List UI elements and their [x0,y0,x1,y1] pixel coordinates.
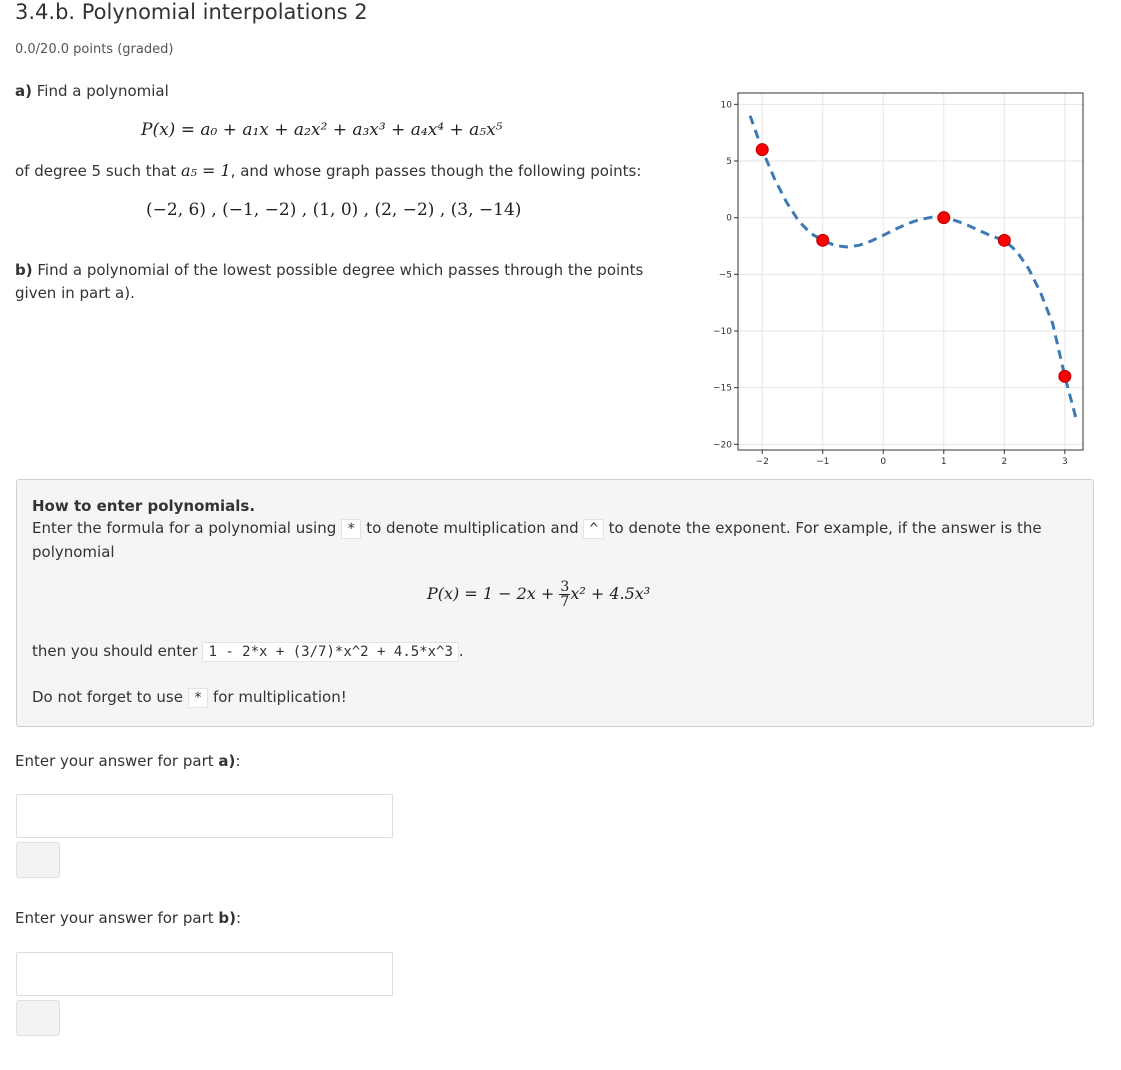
x-tick-label: −2 [755,457,769,467]
part-b-line2: given in part a). [15,284,135,302]
plot-points [756,144,1071,383]
answer-a-submit-button[interactable] [16,842,60,878]
fraction-denominator: 7 [560,594,570,610]
condition-suffix: , and whose graph passes though the following points: [230,162,642,180]
data-point [1059,370,1071,382]
answer-b-part-label: b) [218,909,236,927]
answer-b-input[interactable] [16,952,393,996]
answer-a-part-label: a) [218,752,236,770]
exp-symbol: ^ [583,519,603,539]
polynomial-formula: P(x) = a₀ + a₁x + a₂x² + a₃x³ + a₄x⁴ + a₅x⁵ [141,120,503,140]
part-b-line1 [15,261,643,279]
interpolation-plot [704,90,1088,472]
y-tick-label: −20 [713,440,732,451]
answer-b-submit-button[interactable] [16,1000,60,1036]
x-tick-label: 3 [1061,457,1068,467]
help-line1-c: to denote the exponent. For example, if the answer is the [603,519,1042,537]
example-fraction [559,580,570,609]
polynomial-curve [750,116,1077,422]
y-tick-label: −15 [713,383,732,394]
reminder-a: Do not forget to use [32,688,188,706]
help-box [16,479,1094,727]
part-b-text: Find a polynomial of the lowest possible degree which passes through the points [32,261,644,279]
x-tick-label: 2 [1001,457,1008,467]
answer-b-prompt-text: Enter your answer for part [15,909,219,927]
data-point [998,234,1010,246]
example-code: 1 - 2*x + (3/7)*x^2 + 4.5*x^3 [202,642,458,662]
help-heading: How to enter polynomials. [32,497,256,515]
answer-b-colon: : [236,909,242,927]
part-a-condition [15,161,641,180]
y-tick-label: 10 [720,100,732,111]
data-point [756,144,768,156]
condition-math: a₅ = 1 [180,161,231,180]
example-formula-left: P(x) = 1 − 2x + [427,584,560,603]
help-line2: polynomial [32,543,115,561]
condition-prefix: of degree 5 such that [15,162,181,180]
x-tick-label: 1 [940,457,947,467]
help-line1-b: to denote multiplication and [361,519,584,537]
plot-ticks [713,100,1068,467]
part-a-intro [15,82,169,100]
answer-a-input[interactable] [16,794,393,838]
y-tick-label: 5 [726,157,732,167]
enter-prefix: then you should enter [32,642,203,660]
data-point [938,212,950,224]
mult-symbol: * [341,519,361,539]
answer-a-colon: : [235,752,241,770]
answer-a-prompt [15,752,240,770]
part-b-label: b) [15,261,33,279]
enter-suffix: . [458,642,464,660]
help-reminder [32,688,347,706]
data-point [817,234,829,246]
example-formula-right: x² + 4.5x³ [570,584,651,603]
answer-b-prompt [15,909,241,927]
x-tick-label: 0 [880,457,887,467]
help-line1 [32,519,1042,537]
y-tick-label: −5 [718,270,732,281]
points-list: (−2, 6) , (−1, −2) , (1, 0) , (2, −2) , (3, −14) [146,200,522,220]
part-a-label: a) [15,82,32,100]
mult-symbol-reminder: * [188,688,208,708]
y-tick-label: 0 [726,213,732,224]
fraction-numerator: 3 [560,579,570,595]
page-title: 3.4.b. Polynomial interpolations 2 [15,0,368,24]
part-a-text: Find a polynomial [31,82,169,100]
help-enter-line [32,642,464,660]
x-tick-label: −1 [816,457,830,467]
reminder-b: for multiplication! [208,688,347,706]
y-tick-label: −10 [713,327,732,337]
answer-a-prompt-text: Enter your answer for part [15,752,219,770]
example-formula [427,580,650,609]
points-status: 0.0/20.0 points (graded) [15,42,174,57]
help-line1-a: Enter the formula for a polynomial using [32,519,341,537]
